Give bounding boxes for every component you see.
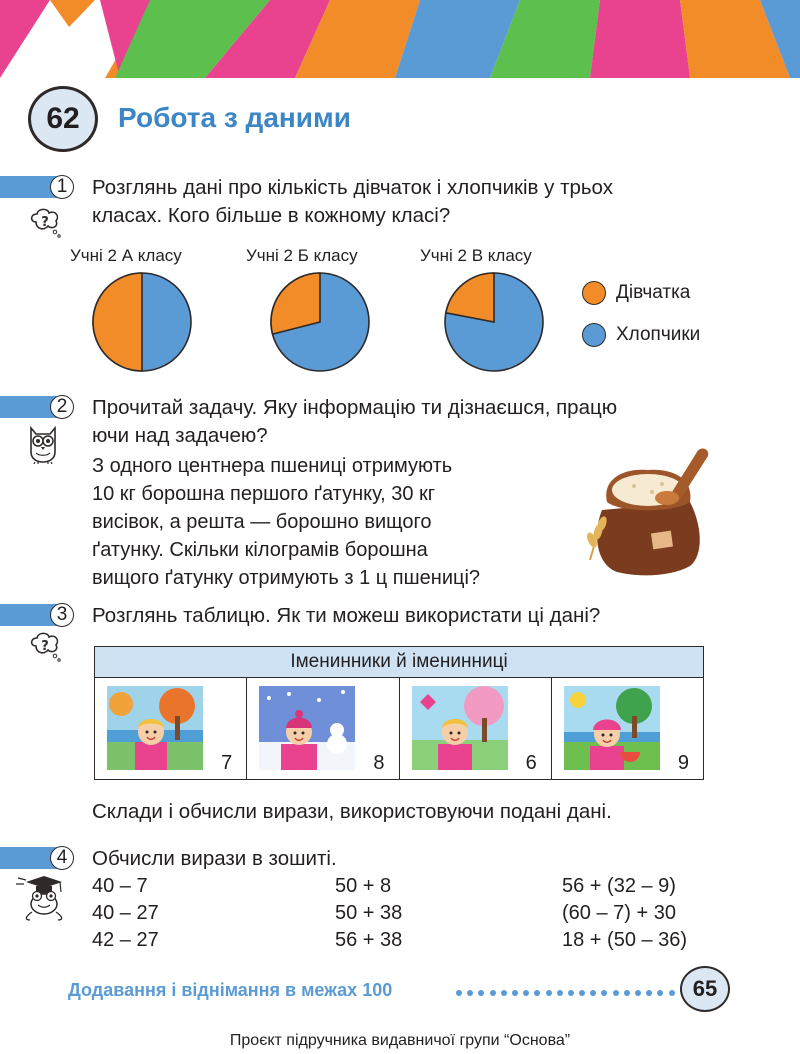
pie-chart-2 (271, 273, 369, 371)
expressions-col1 (92, 873, 159, 954)
owl-icon (26, 422, 60, 464)
legend-girls-label: Дівчатка (616, 282, 691, 303)
chart-label-2v: Учні 2 В класу (420, 246, 532, 265)
thinking-question-icon (28, 204, 64, 240)
legend-girls-swatch (582, 281, 606, 305)
task2-number: 2 (50, 395, 74, 419)
expression: 50 + 8 (335, 875, 392, 897)
task3-number: 3 (50, 603, 74, 627)
expression: 50 + 38 (335, 902, 403, 924)
count-spring: 6 (525, 752, 537, 774)
legend-boys-label: Хлопчики (616, 324, 701, 345)
task3-followup: Склади і обчисли вирази, використовуючи подані дані. (92, 800, 612, 823)
problem-line: вищого ґатунку отримують з 1 ц пшениці? (92, 567, 481, 589)
summer-child-picture (564, 686, 660, 770)
flour-sack-illustration (572, 440, 722, 580)
expression: 40 – 7 (92, 875, 148, 897)
pie-charts (80, 268, 560, 378)
task2-text (92, 394, 617, 450)
count-winter: 8 (373, 752, 385, 774)
table-header: Іменинники й іменинниці (95, 647, 703, 678)
count-summer: 9 (677, 752, 689, 774)
task1-text (92, 174, 613, 230)
winter-child-picture (259, 686, 355, 770)
expression: 42 – 27 (92, 929, 159, 951)
task1-text-line2: класах. Кого більше в кожному класі? (92, 204, 451, 227)
section-topic: Додавання і віднімання в межах 100 (68, 980, 393, 1000)
problem-line: ґатунку. Скільки кілограмів борошна (92, 539, 428, 561)
task1-text-line1: Розглянь дані про кількість дівчаток і хлопчиків у трьох (92, 176, 613, 199)
expression: 18 + (50 – 36) (562, 929, 688, 951)
pie-chart-1 (93, 273, 191, 371)
table-cell-winter (247, 678, 399, 779)
table-cell-spring (400, 678, 552, 779)
lesson-number-badge (28, 86, 98, 152)
task3-text: Розглянь таблицю. Як ти можеш використати ці дані? (92, 604, 601, 627)
lesson-title: Робота з даними (118, 102, 351, 133)
top-banner (0, 0, 800, 78)
expression: (60 – 7) + 30 (562, 902, 676, 924)
publisher-credit: Проєкт підручника видавничої групи “Основа” (229, 1032, 571, 1049)
legend-boys-swatch (582, 323, 606, 347)
task2-problem (92, 452, 480, 592)
task1-number: 1 (50, 175, 74, 199)
problem-line: З одного центнера пшениці отримують (92, 455, 453, 477)
expression: 40 – 27 (92, 902, 159, 924)
pie-slice-girls (446, 273, 494, 322)
pie-slice-girls (93, 273, 142, 371)
thinking-question-icon (28, 628, 64, 664)
table-cell-summer (552, 678, 703, 779)
dotted-leader (456, 990, 675, 996)
birthday-table (94, 646, 704, 780)
task2-text-line1: Прочитай задачу. Яку інформацію ти дізнаєшся, працю (92, 396, 618, 419)
expression: 56 + (32 – 9) (562, 875, 676, 897)
expressions-col3 (562, 873, 687, 954)
chart-label-2a: Учні 2 А класу (70, 246, 182, 265)
table-cell-autumn (95, 678, 247, 779)
problem-line: 10 кг борошна першого ґатунку, 30 кг (92, 483, 436, 505)
task4-number: 4 (50, 846, 74, 870)
count-autumn: 7 (221, 752, 233, 774)
page-number: 65 (692, 976, 718, 1001)
expressions-col2 (335, 873, 402, 954)
lesson-number: 62 (46, 102, 80, 135)
autumn-child-picture (107, 686, 203, 770)
pie-chart-3 (445, 273, 543, 371)
svg-text:?: ? (41, 215, 49, 230)
svg-text:?: ? (41, 639, 49, 654)
chart-label-2b: Учні 2 Б класу (246, 246, 358, 265)
task4-text: Обчисли вирази в зошиті. (92, 847, 337, 870)
spring-child-picture (412, 686, 508, 770)
frog-graduate-icon (14, 872, 66, 924)
task2-text-line2: ючи над задачею? (92, 424, 268, 447)
page-number-badge (680, 966, 730, 1012)
expression: 56 + 38 (335, 929, 403, 951)
problem-line: висівок, а решта — борошно вищого (92, 511, 432, 533)
table-row (95, 678, 703, 779)
